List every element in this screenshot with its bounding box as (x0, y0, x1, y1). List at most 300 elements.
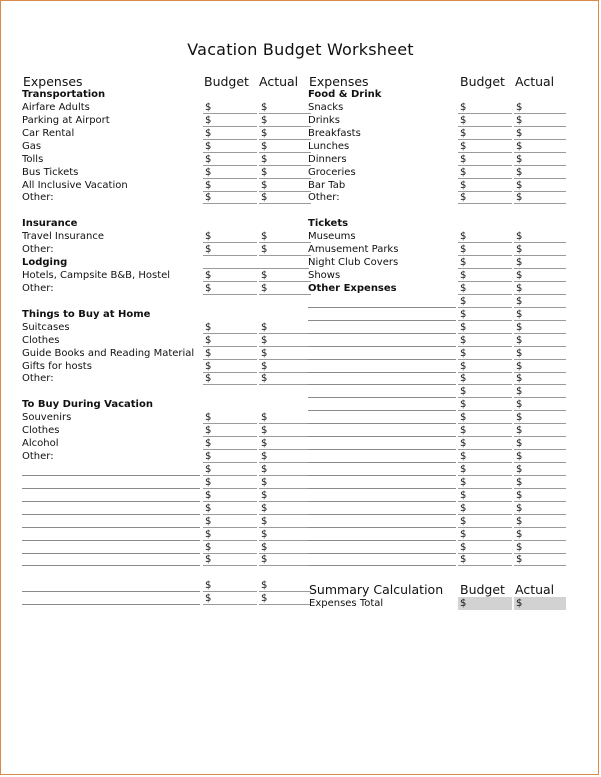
actual-amount-field[interactable] (259, 179, 311, 192)
currency-sign: $ (516, 179, 523, 191)
budget-amount-field[interactable] (203, 230, 257, 243)
actual-amount-field[interactable] (259, 372, 311, 385)
budget-amount-field[interactable] (458, 321, 512, 334)
actual-amount-field[interactable] (514, 463, 566, 476)
actual-amount-field[interactable] (514, 191, 566, 204)
section-title: Lodging (22, 257, 68, 269)
currency-sign: $ (261, 347, 268, 359)
currency-sign: $ (460, 192, 467, 204)
currency-sign: $ (516, 438, 523, 450)
actual-amount-field[interactable] (259, 592, 311, 605)
expense-row (308, 528, 568, 541)
actual-amount-field[interactable] (514, 450, 566, 463)
actual-amount-field[interactable] (259, 502, 311, 515)
budget-amount-field[interactable] (203, 463, 257, 476)
actual-amount-field[interactable] (514, 424, 566, 437)
expense-row (308, 463, 568, 476)
actual-amount-field[interactable] (259, 114, 311, 127)
currency-sign: $ (460, 451, 467, 463)
budget-amount-field[interactable] (458, 334, 512, 347)
expense-row (308, 437, 568, 450)
blank-label-field[interactable] (22, 463, 200, 476)
actual-amount-field[interactable] (259, 515, 311, 528)
budget-amount-field[interactable] (458, 398, 512, 411)
expense-label: Suitcases (22, 321, 70, 333)
currency-sign: $ (516, 295, 523, 307)
section-title: Other Expenses (308, 282, 397, 294)
expenses-total-label: Expenses Total (309, 598, 384, 609)
expense-row (22, 114, 307, 127)
currency-sign: $ (516, 192, 523, 204)
right-actual-header: Actual (515, 74, 555, 89)
expense-row (308, 553, 568, 566)
currency-sign: $ (516, 127, 523, 139)
actual-amount-field[interactable] (514, 127, 566, 140)
currency-sign: $ (460, 347, 467, 359)
budget-amount-field[interactable] (458, 437, 512, 450)
blank-label-field[interactable] (22, 502, 200, 515)
actual-amount-field[interactable] (514, 372, 566, 385)
actual-amount-field[interactable] (259, 230, 311, 243)
expense-row (22, 191, 307, 204)
actual-amount-field[interactable] (259, 463, 311, 476)
expense-row (22, 476, 307, 489)
currency-sign: $ (516, 114, 523, 126)
currency-sign: $ (516, 244, 523, 256)
blank-label-field[interactable] (308, 502, 456, 515)
actual-amount-field[interactable] (259, 153, 311, 166)
currency-sign: $ (205, 528, 212, 540)
currency-sign: $ (205, 153, 212, 165)
budget-amount-field[interactable] (458, 166, 512, 179)
blank-label-field[interactable] (22, 476, 200, 489)
budget-amount-field[interactable] (203, 360, 257, 373)
expenses-total-actual[interactable] (514, 597, 566, 610)
expense-row (22, 437, 307, 450)
actual-amount-field[interactable] (514, 179, 566, 192)
currency-sign: $ (261, 270, 268, 282)
budget-amount-field[interactable] (203, 334, 257, 347)
budget-amount-field[interactable] (458, 191, 512, 204)
budget-amount-field[interactable] (458, 502, 512, 515)
budget-amount-field[interactable] (458, 489, 512, 502)
expense-row (22, 489, 307, 502)
currency-sign: $ (205, 114, 212, 126)
blank-label-field[interactable] (308, 476, 456, 489)
currency-sign: $ (516, 334, 523, 346)
blank-label-field[interactable] (22, 541, 200, 554)
blank-label-field[interactable] (308, 489, 456, 502)
actual-amount-field[interactable] (514, 101, 566, 114)
currency-sign: $ (516, 282, 523, 294)
budget-amount-field[interactable] (458, 385, 512, 398)
blank-label-field[interactable] (308, 372, 456, 385)
currency-sign: $ (261, 166, 268, 178)
expense-label: Snacks (308, 101, 344, 113)
expense-label: Alcohol (22, 438, 59, 450)
currency-sign: $ (460, 360, 467, 372)
expense-row (308, 398, 568, 411)
actual-amount-field[interactable] (259, 166, 311, 179)
actual-amount-field[interactable] (514, 308, 566, 321)
actual-amount-field[interactable] (514, 502, 566, 515)
blank-label-field[interactable] (308, 411, 456, 424)
actual-amount-field[interactable] (514, 282, 566, 295)
actual-amount-field[interactable] (259, 334, 311, 347)
left-actual-header: Actual (259, 74, 299, 89)
expense-row (22, 424, 307, 437)
expense-label: Other: (22, 451, 54, 463)
actual-amount-field[interactable] (514, 360, 566, 373)
budget-amount-field[interactable] (458, 282, 512, 295)
currency-sign: $ (205, 515, 212, 527)
budget-amount-field[interactable] (458, 450, 512, 463)
currency-sign: $ (205, 412, 212, 424)
currency-sign: $ (460, 528, 467, 540)
currency-sign: $ (261, 438, 268, 450)
currency-sign: $ (460, 166, 467, 178)
actual-amount-field[interactable] (514, 269, 566, 282)
budget-amount-field[interactable] (458, 127, 512, 140)
currency-sign: $ (516, 598, 523, 609)
budget-amount-field[interactable] (458, 308, 512, 321)
blank-label-field[interactable] (308, 308, 456, 321)
expense-label: Bus Tickets (22, 166, 79, 178)
budget-amount-field[interactable] (458, 140, 512, 153)
budget-amount-field[interactable] (458, 515, 512, 528)
currency-sign: $ (205, 179, 212, 191)
budget-amount-field[interactable] (458, 424, 512, 437)
currency-sign: $ (516, 412, 523, 424)
budget-amount-field[interactable] (203, 489, 257, 502)
expense-row (22, 243, 307, 256)
currency-sign: $ (516, 153, 523, 165)
blank-label-field[interactable] (22, 528, 200, 541)
actual-amount-field[interactable] (514, 321, 566, 334)
expense-row (22, 153, 307, 166)
actual-amount-field[interactable] (259, 450, 311, 463)
currency-sign: $ (460, 334, 467, 346)
expense-label: Other: (22, 192, 54, 204)
budget-amount-field[interactable] (458, 528, 512, 541)
budget-amount-field[interactable] (458, 243, 512, 256)
blank-label-field[interactable] (308, 437, 456, 450)
budget-amount-field[interactable] (203, 243, 257, 256)
expense-label: Hotels, Campsite B&B, Hostel (22, 270, 171, 282)
currency-sign: $ (205, 593, 212, 605)
currency-sign: $ (516, 308, 523, 320)
actual-amount-field[interactable] (514, 476, 566, 489)
actual-amount-field[interactable] (514, 140, 566, 153)
currency-sign: $ (460, 270, 467, 282)
blank-label-field[interactable] (22, 579, 200, 592)
actual-amount-field[interactable] (514, 489, 566, 502)
actual-amount-field[interactable] (514, 114, 566, 127)
actual-amount-field[interactable] (259, 101, 311, 114)
section-title: Tickets (308, 218, 349, 230)
currency-sign: $ (261, 127, 268, 139)
section-title: Transportation (22, 89, 106, 100)
budget-amount-field[interactable] (203, 553, 257, 566)
budget-amount-field[interactable] (203, 256, 309, 269)
blank-label-field[interactable] (308, 528, 456, 541)
expense-label: Amusement Parks (308, 244, 399, 256)
currency-sign: $ (205, 425, 212, 437)
budget-amount-field[interactable] (203, 153, 257, 166)
currency-sign: $ (261, 489, 268, 501)
expense-row (22, 179, 307, 192)
currency-sign: $ (261, 463, 268, 475)
budget-amount-field[interactable] (458, 179, 512, 192)
budget-amount-field[interactable] (458, 114, 512, 127)
budget-amount-field[interactable] (458, 256, 512, 269)
expense-label: Tolls (22, 153, 44, 165)
actual-amount-field[interactable] (514, 334, 566, 347)
currency-sign: $ (516, 360, 523, 372)
expense-row (308, 191, 568, 204)
expense-row (22, 334, 307, 347)
budget-amount-field[interactable] (458, 372, 512, 385)
budget-amount-field[interactable] (203, 528, 257, 541)
summary-budget-header: Budget (460, 582, 505, 597)
blank-label-field[interactable] (308, 295, 456, 308)
budget-amount-field[interactable] (203, 450, 257, 463)
actual-amount-field[interactable] (259, 411, 311, 424)
currency-sign: $ (460, 179, 467, 191)
actual-amount-field[interactable] (259, 360, 311, 373)
blank-label-field[interactable] (22, 553, 200, 566)
actual-amount-field[interactable] (514, 411, 566, 424)
actual-amount-field[interactable] (259, 553, 311, 566)
budget-amount-field[interactable] (203, 579, 257, 592)
blank-label-field[interactable] (22, 592, 200, 605)
blank-label-field[interactable] (308, 334, 456, 347)
expense-row (22, 347, 307, 360)
budget-amount-field[interactable] (203, 592, 257, 605)
expense-row (22, 372, 307, 385)
currency-sign: $ (460, 425, 467, 437)
budget-amount-field[interactable] (203, 372, 257, 385)
actual-amount-field[interactable] (259, 321, 311, 334)
blank-label-field[interactable] (308, 553, 456, 566)
expense-row (22, 295, 307, 308)
blank-label-field[interactable] (308, 385, 456, 398)
budget-amount-field[interactable] (203, 127, 257, 140)
expense-label: Museums (308, 231, 356, 243)
actual-amount-field[interactable] (514, 437, 566, 450)
blank-label-field[interactable] (308, 321, 456, 334)
actual-amount-field[interactable] (514, 528, 566, 541)
expense-row (22, 360, 307, 373)
actual-amount-field[interactable] (259, 140, 311, 153)
budget-amount-field[interactable] (203, 166, 257, 179)
expense-label: Other: (22, 373, 54, 385)
budget-amount-field[interactable] (458, 553, 512, 566)
currency-sign: $ (460, 140, 467, 152)
blank-label-field[interactable] (308, 360, 456, 373)
budget-amount-field[interactable] (203, 179, 257, 192)
actual-amount-field[interactable] (514, 256, 566, 269)
budget-amount-field[interactable] (203, 541, 257, 554)
currency-sign: $ (460, 438, 467, 450)
budget-amount-field[interactable] (458, 411, 512, 424)
blank-label-field[interactable] (308, 515, 456, 528)
budget-amount-field[interactable] (458, 360, 512, 373)
blank-label-field[interactable] (308, 450, 456, 463)
currency-sign: $ (516, 166, 523, 178)
expense-row (308, 295, 568, 308)
currency-sign: $ (205, 476, 212, 488)
currency-sign: $ (205, 373, 212, 385)
expense-row (308, 166, 568, 179)
budget-amount-field[interactable] (203, 321, 257, 334)
budget-amount-field[interactable] (458, 347, 512, 360)
actual-amount-field[interactable] (259, 437, 311, 450)
currency-sign: $ (516, 399, 523, 411)
currency-sign: $ (460, 231, 467, 243)
expense-row (22, 579, 307, 592)
budget-amount-field[interactable] (203, 140, 257, 153)
currency-sign: $ (460, 153, 467, 165)
actual-amount-field[interactable] (514, 153, 566, 166)
expense-row (308, 256, 568, 269)
currency-sign: $ (261, 244, 268, 256)
budget-amount-field[interactable] (203, 114, 257, 127)
currency-sign: $ (205, 244, 212, 256)
budget-amount-field[interactable] (203, 502, 257, 515)
budget-amount-field[interactable] (203, 269, 257, 282)
expense-row (22, 553, 307, 566)
currency-sign: $ (460, 554, 467, 566)
currency-sign: $ (261, 412, 268, 424)
currency-sign: $ (205, 438, 212, 450)
currency-sign: $ (460, 101, 467, 113)
currency-sign: $ (261, 580, 268, 592)
expense-row (308, 204, 568, 217)
right-expenses-header: Expenses (309, 74, 369, 89)
currency-sign: $ (516, 489, 523, 501)
actual-amount-field[interactable] (514, 398, 566, 411)
currency-sign: $ (516, 373, 523, 385)
actual-amount-field[interactable] (259, 191, 311, 204)
blank-label-field[interactable] (22, 515, 200, 528)
currency-sign: $ (205, 502, 212, 514)
budget-amount-field[interactable] (203, 191, 257, 204)
actual-amount-field[interactable] (259, 476, 311, 489)
right-budget-header: Budget (460, 74, 505, 89)
currency-sign: $ (205, 334, 212, 346)
currency-sign: $ (516, 101, 523, 113)
actual-amount-field[interactable] (514, 243, 566, 256)
actual-amount-field[interactable] (259, 424, 311, 437)
actual-amount-field[interactable] (259, 528, 311, 541)
actual-amount-field[interactable] (514, 347, 566, 360)
left-budget-header: Budget (204, 74, 249, 89)
currency-sign: $ (460, 127, 467, 139)
budget-amount-field[interactable] (458, 101, 512, 114)
currency-sign: $ (261, 502, 268, 514)
budget-amount-field[interactable] (203, 347, 257, 360)
actual-amount-field[interactable] (514, 541, 566, 554)
currency-sign: $ (205, 231, 212, 243)
budget-amount-field[interactable] (458, 153, 512, 166)
currency-sign: $ (261, 140, 268, 152)
section-title: Things to Buy at Home (22, 308, 151, 320)
budget-amount-field[interactable] (203, 476, 257, 489)
expense-row (22, 282, 307, 295)
budget-amount-field[interactable] (203, 282, 257, 295)
currency-sign: $ (261, 528, 268, 540)
section-title: Food & Drink (308, 89, 382, 100)
actual-amount-field[interactable] (514, 385, 566, 398)
currency-sign: $ (205, 451, 212, 463)
actual-amount-field[interactable] (259, 541, 311, 554)
blank-label-field[interactable] (308, 463, 456, 476)
actual-amount-field[interactable] (514, 515, 566, 528)
budget-amount-field[interactable] (458, 269, 512, 282)
budget-amount-field[interactable] (203, 101, 257, 114)
budget-amount-field[interactable] (458, 476, 512, 489)
actual-amount-field[interactable] (259, 347, 311, 360)
currency-sign: $ (516, 425, 523, 437)
budget-amount-field[interactable] (458, 230, 512, 243)
currency-sign: $ (460, 386, 467, 398)
actual-amount-field[interactable] (259, 127, 311, 140)
blank-label-field[interactable] (308, 398, 456, 411)
actual-amount-field[interactable] (259, 282, 311, 295)
budget-amount-field[interactable] (203, 437, 257, 450)
expense-label: Groceries (308, 166, 356, 178)
budget-amount-field[interactable] (458, 463, 512, 476)
expense-row (308, 450, 568, 463)
expense-row (308, 269, 568, 282)
blank-label-field[interactable] (308, 424, 456, 437)
budget-amount-field[interactable] (458, 295, 512, 308)
actual-amount-field[interactable] (514, 230, 566, 243)
currency-sign: $ (261, 192, 268, 204)
currency-sign: $ (205, 127, 212, 139)
actual-amount-field[interactable] (259, 489, 311, 502)
expense-label: Night Club Covers (308, 257, 399, 269)
actual-amount-field[interactable] (514, 166, 566, 179)
actual-amount-field[interactable] (259, 579, 311, 592)
currency-sign: $ (261, 554, 268, 566)
budget-amount-field[interactable] (203, 424, 257, 437)
currency-sign: $ (205, 192, 212, 204)
actual-amount-field[interactable] (514, 295, 566, 308)
blank-label-field[interactable] (22, 489, 200, 502)
actual-amount-field[interactable] (259, 243, 311, 256)
actual-amount-field[interactable] (514, 553, 566, 566)
blank-label-field[interactable] (308, 347, 456, 360)
blank-label-field[interactable] (308, 541, 456, 554)
budget-amount-field[interactable] (203, 515, 257, 528)
currency-sign: $ (460, 114, 467, 126)
expense-row (308, 541, 568, 554)
budget-amount-field[interactable] (203, 411, 257, 424)
expense-row (22, 101, 307, 114)
currency-sign: $ (460, 282, 467, 294)
expenses-total-budget[interactable] (458, 597, 512, 610)
expense-label: Car Rental (22, 127, 75, 139)
expense-row (308, 411, 568, 424)
actual-amount-field[interactable] (259, 269, 311, 282)
currency-sign: $ (261, 101, 268, 113)
budget-amount-field[interactable] (458, 541, 512, 554)
currency-sign: $ (516, 515, 523, 527)
expense-label: Shows (308, 270, 341, 282)
section-heading-row (22, 308, 307, 321)
